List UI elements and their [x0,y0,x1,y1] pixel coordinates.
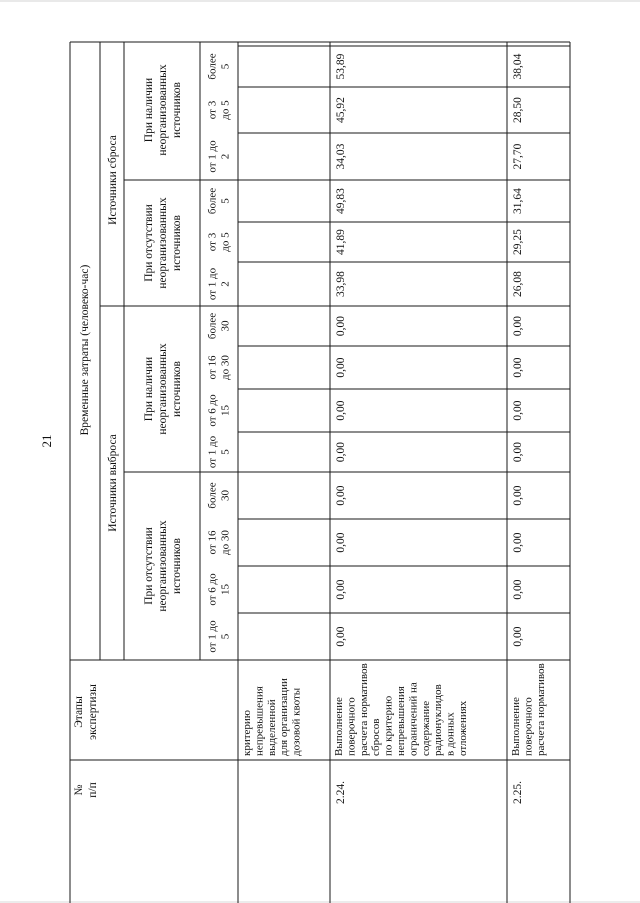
cell-value: 53,89 [335,53,347,80]
row-stage-line: содержание [419,700,432,756]
header-emission-range: от 6 до [206,573,219,606]
header-discharge-sources: Источники сброса [107,135,119,225]
header-discharge-absent: При отсутствии [143,204,155,282]
row-stage-line: радионуклидов [432,684,445,756]
header-discharge-range: 2 [219,281,232,287]
cell-value: 0,00 [512,532,524,553]
header-discharge-range: от 1 до [206,267,219,301]
header-num: № [73,784,85,796]
row-stage-line: поверочного [345,697,358,756]
header-discharge-range: до 5 [219,232,232,252]
cell-value: 0,00 [335,441,347,463]
header-stages: Этапы [73,696,85,728]
header-emission-range: 30 [219,320,232,332]
cell-value: 0,00 [512,626,524,647]
cell-value: 0,00 [512,441,524,463]
row-stage-line: по критерию [382,695,395,756]
header-emission-range: более [206,482,219,509]
table-text [73,53,547,804]
cell-value: 0,00 [335,357,347,378]
header-emission-range: 15 [219,405,232,416]
cell-value: 0,00 [335,626,347,647]
header-time-costs: Временные затраты (человеко-час) [79,264,91,436]
row-stage-line: расчета нормативов [357,663,370,756]
header-discharge-range: более [206,53,219,80]
cell-value: 0,00 [335,485,347,506]
row-stage-line: отложениях [457,700,469,756]
header-discharge-range: от 3 [206,232,219,252]
cell-value: 26,08 [512,271,524,297]
header-discharge-present: При наличии [143,77,155,143]
header-emission-absent: неорганизованных [157,520,169,612]
row-stage-line: поверочного [522,697,535,756]
header-emission-range: 30 [219,490,232,501]
header-emission-range: от 1 до [206,620,219,653]
row-stage-line: выделенной [265,699,278,756]
cell-value: 0,00 [512,400,524,421]
cell-value: 0,00 [335,400,347,421]
cell-value: 45,92 [335,97,347,123]
header-emission-range: от 16 [206,530,219,555]
cell-value: 29,25 [512,229,524,255]
cell-value: 0,00 [512,579,524,600]
row-number: 2.24. [335,781,347,804]
header-discharge-absent: источников [171,215,183,271]
header-emission-range: от 6 до [206,394,219,427]
cell-value: 31,64 [512,188,524,214]
row-stage-line: в донных [444,712,457,756]
row-stage-line: сбросов [370,718,383,756]
header-num: п/п [87,782,99,798]
cell-value: 49,83 [335,188,347,214]
cell-value: 0,00 [335,579,347,600]
header-emission-sources: Источники выброса [107,434,119,532]
header-emission-range: 15 [219,584,232,595]
cell-value: 28,50 [512,97,524,123]
header-emission-range: до 30 [219,355,232,380]
header-emission-range: более [206,312,219,340]
header-emission-present: источников [171,361,183,417]
cell-value: 27,70 [512,143,524,170]
cell-value: 33,98 [335,271,347,297]
header-discharge-range: 5 [219,198,232,204]
row-stage-line: Выполнение [333,697,345,756]
header-emission-range: от 16 [206,355,219,380]
header-emission-present: При наличии [143,356,155,422]
header-emission-range: 5 [219,449,232,455]
row-stage-line: расчета нормативов [534,663,547,756]
row-number: 2.25. [512,781,524,804]
row-stage-line: Выполнение [510,697,522,756]
header-discharge-range: 2 [219,153,232,160]
cell-value: 41,89 [335,229,347,255]
header-discharge-range: 5 [219,63,232,70]
cell-value: 34,03 [335,143,347,170]
header-discharge-range: до 5 [219,100,232,120]
header-stages: экспертизы [87,684,99,740]
header-discharge-present: неорганизованных [157,64,169,156]
header-emission-absent: источников [171,538,183,594]
cell-value: 0,00 [512,485,524,506]
row-stage-line: для организации [278,678,291,756]
header-discharge-range: от 3 [206,100,219,120]
cell-value: 0,00 [512,315,524,337]
cell-value: 0,00 [335,315,347,337]
cell-value: 38,04 [512,53,524,80]
page-number: 21 [39,434,54,448]
header-emission-range: до 30 [219,530,232,555]
row-stage-line: непревышения [395,686,407,756]
header-emission-present: неорганизованных [157,343,169,435]
cell-value: 0,00 [512,357,524,378]
header-emission-range: от 1 до [206,435,219,469]
header-discharge-absent: неорганизованных [157,197,169,289]
header-discharge-range: более [206,187,219,215]
table-grid-lines [70,42,570,903]
row-stage-line: критерию [241,709,253,756]
row-stage-line: ограничений на [407,682,420,756]
row-stage-line: дозовой квоты [290,687,303,756]
header-discharge-present: источников [171,82,183,138]
row-stage-line: непревышения [253,686,266,756]
header-emission-range: 5 [219,633,232,640]
header-emission-absent: При отсутствии [143,527,155,605]
cell-value: 0,00 [335,532,347,553]
header-discharge-range: от 1 до [206,140,219,173]
